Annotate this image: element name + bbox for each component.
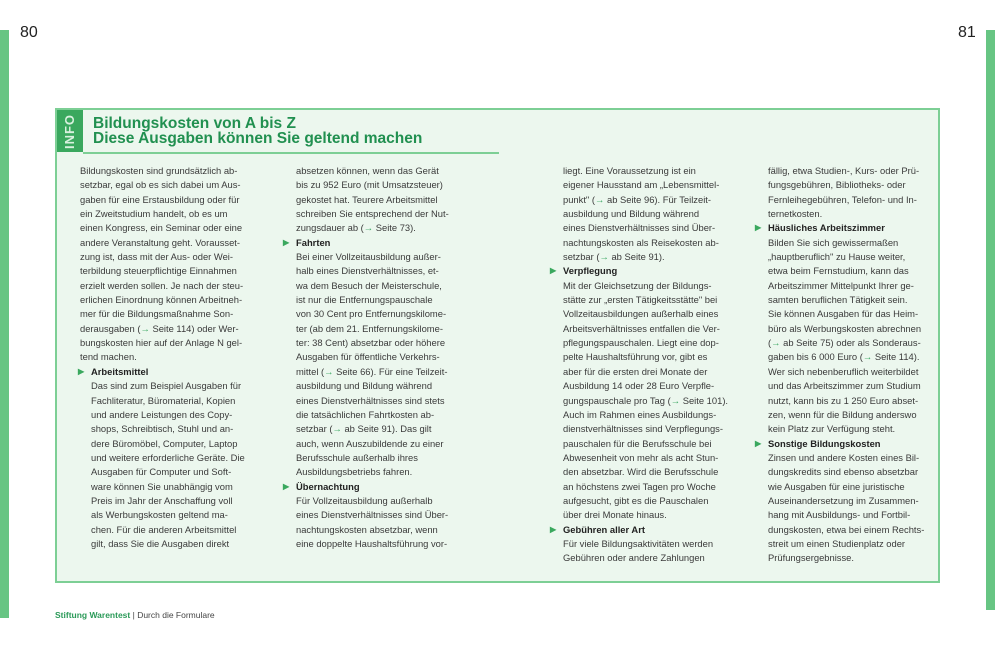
- text-line: und andere Leistungen des Copy-: [91, 408, 233, 420]
- text-line: Zinsen und andere Kosten eines Bil-: [768, 451, 920, 463]
- text-line: büro als Werbungskosten abrechnen: [768, 322, 922, 334]
- arrow-right-icon: →: [332, 423, 342, 435]
- text-line: pelte Haushaltsführung vor, gibt es: [563, 351, 708, 363]
- text-line: ware können Sie unabhängig vom: [91, 480, 233, 492]
- text-line: fällig, etwa Studien-, Kurs- oder Prü-: [768, 165, 920, 176]
- intro-paragraph: [80, 164, 270, 365]
- text-line: setzbar (→ ab Seite 91). Das gilt: [296, 423, 432, 435]
- text-line: tend machen.: [80, 351, 137, 363]
- arrow-right-icon: →: [771, 337, 781, 349]
- text-line: ternetkosten.: [768, 208, 823, 220]
- text-line: ter (ab dem 21. Entfernungskilome-: [296, 322, 443, 334]
- text-line: als Werbungskosten geltend ma-: [91, 509, 228, 521]
- text-line: eine doppelte Haushaltsführung vor-: [296, 537, 448, 549]
- footer-book-title: Durch die Formulare: [137, 610, 215, 620]
- continued-paragraph: [285, 164, 475, 236]
- heading-text: Verpflegung: [563, 265, 618, 277]
- text-line: Wer sich nebenberuflich weiterbildet: [768, 365, 919, 377]
- heading-text: Fahrten: [296, 236, 331, 248]
- arrow-right-icon: →: [599, 251, 609, 263]
- list-item: [285, 480, 475, 552]
- text-line: Abwesenheit von mehr als acht Stun-: [563, 451, 719, 463]
- text-line: eigener Hausstand am „Lebensmittel-: [563, 179, 720, 191]
- list-item: [757, 437, 947, 566]
- list-item-heading: [550, 264, 742, 278]
- text-line: gaben bis 6 000 Euro (→ Seite 114).: [768, 351, 920, 363]
- text-line: eines Dienstverhältnisses sind stets: [296, 394, 445, 406]
- triangle-bullet-icon: ▶: [78, 366, 85, 376]
- info-box-title: [93, 116, 422, 146]
- text-line: aufgesucht, gibt es die Pauschalen: [563, 494, 709, 506]
- text-line: Auch im Rahmen eines Ausbildungs-: [563, 408, 717, 420]
- text-line: gilt, dass Sie die Ausgaben direkt: [91, 537, 230, 549]
- right-page-edge-bar: [986, 30, 995, 610]
- triangle-bullet-icon: ▶: [755, 223, 762, 233]
- text-line: Ausgaben für Computer und Soft-: [91, 466, 232, 478]
- info-box-header: [83, 110, 499, 154]
- title-line-1: Bildungskosten von A bis Z: [93, 115, 296, 132]
- text-line: stätte zur „ersten Tätigkeitsstätte" bei: [563, 294, 718, 306]
- text-line: dienstverhältnisses sind Verpflegungs-: [563, 423, 723, 435]
- text-line: Vollzeitausbildungen außerhalb eines: [563, 308, 719, 320]
- right-page-number: 81: [958, 24, 976, 41]
- list-item-heading: [283, 236, 475, 250]
- text-line: setzbar, egal ob es sich dabei um Aus-: [80, 179, 241, 191]
- heading-text: Sonstige Bildungskosten: [768, 437, 881, 449]
- text-line: Mit der Gleichsetzung der Bildungs-: [563, 279, 712, 291]
- triangle-bullet-icon: ▶: [283, 237, 290, 247]
- text-line: absetzen können, wenn das Gerät: [296, 165, 439, 176]
- text-line: Für Vollzeitausbildung außerhalb: [296, 494, 433, 506]
- column-1: [80, 164, 270, 551]
- text-line: liegt. Eine Voraussetzung ist ein: [563, 165, 696, 176]
- heading-text: Übernachtung: [296, 480, 360, 492]
- text-line: Ausgaben für öffentliche Verkehrs-: [296, 351, 440, 363]
- triangle-bullet-icon: ▶: [755, 438, 762, 448]
- text-line: Fachliteratur, Büromaterial, Kopien: [91, 394, 236, 406]
- text-line: samten beruflichen Tätigkeit sein.: [768, 294, 908, 306]
- text-line: gaben für eine Erstausbildung oder für: [80, 193, 240, 205]
- column-2: [285, 164, 475, 551]
- triangle-bullet-icon: ▶: [550, 524, 557, 534]
- text-line: shops, Schreibtisch, Stuhl und an-: [91, 423, 234, 435]
- list-item: [757, 221, 947, 436]
- text-line: zung ist, dass mit der Aus- oder Wei-: [80, 251, 234, 263]
- text-line: ist nur die Entfernungspauschale: [296, 294, 433, 306]
- text-line: ausbildung und Bildung während: [296, 380, 433, 392]
- list-item-heading: [755, 437, 947, 451]
- text-line: erzielt werden sollen. Je nach der steu-: [80, 279, 244, 291]
- triangle-bullet-icon: ▶: [550, 266, 557, 276]
- text-line: Berufsschule außerhalb ihres: [296, 451, 418, 463]
- text-line: andere Veranstaltung geht. Vorausset-: [80, 236, 241, 248]
- text-line: derausgaben (→ Seite 114) oder Wer-: [80, 322, 239, 334]
- list-item: [80, 365, 270, 551]
- text-line: an höchstens zwei Tagen pro Woche: [563, 480, 716, 492]
- footer-brand: Stiftung Warentest: [55, 610, 131, 620]
- arrow-right-icon: →: [670, 394, 681, 406]
- text-line: die tatsächlichen Fahrtkosten ab-: [296, 408, 435, 420]
- text-line: streit um einen Studienplatz oder: [768, 537, 906, 549]
- title-line-2: Diese Ausgaben können Sie geltend machen: [93, 130, 423, 147]
- text-line: und das Arbeitszimmer zum Studium: [768, 380, 921, 392]
- text-line: gungspauschale pro Tag (→ Seite 101).: [563, 394, 729, 406]
- text-line: zungsdauer ab (→ Seite 73).: [296, 222, 416, 234]
- text-line: über drei Monate hinaus.: [563, 509, 667, 521]
- text-line: zen, wenn für die Bildung anderswo: [768, 408, 917, 420]
- list-item: [552, 523, 742, 566]
- continued-paragraph: [757, 164, 947, 221]
- left-page-number: 80: [20, 24, 38, 41]
- text-line: nachtungskosten als Reisekosten ab-: [563, 236, 719, 248]
- arrow-right-icon: →: [595, 193, 605, 205]
- heading-text: Gebühren aller Art: [563, 523, 645, 535]
- text-line: pauschalen für die Berufsschule bei: [563, 437, 712, 449]
- text-line: ter: 38 Cent) absetzbar oder höhere: [296, 337, 446, 349]
- text-line: Ausbildungsbetriebs fahren.: [296, 466, 413, 478]
- text-line: Prüfungsergebnisse.: [768, 552, 854, 564]
- page-footer: [55, 610, 215, 620]
- list-item: [285, 236, 475, 480]
- text-line: bis zu 952 Euro (mit Umsatzsteuer): [296, 179, 443, 191]
- text-line: eines Dienstverhältnisses sind Über-: [296, 509, 449, 521]
- text-line: etwa beim Fernstudium, kann das: [768, 265, 909, 277]
- text-line: ausbildung und Bildung während: [563, 208, 700, 220]
- text-line: von 30 Cent pro Entfernungskilome-: [296, 308, 447, 320]
- heading-text: Arbeitsmittel: [91, 365, 149, 377]
- text-line: „hauptberuflich" zu Hause weiter,: [768, 251, 906, 263]
- text-line: wa dem Besuch der Meisterschule,: [296, 279, 442, 291]
- left-page-edge-bar: [0, 30, 9, 618]
- text-line: kein Platz zur Verfügung steht.: [768, 423, 896, 435]
- text-line: Für viele Bildungsaktivitäten werden: [563, 537, 714, 549]
- text-line: aber für die ersten drei Monate der: [563, 365, 708, 377]
- column-3: [552, 164, 742, 566]
- text-line: Arbeitsverhältnisses entfallen die Ver-: [563, 322, 720, 334]
- info-tag: [57, 110, 83, 152]
- text-line: schreiben Sie entsprechend der Nut-: [296, 208, 449, 220]
- text-line: Arbeitszimmer Mittelpunkt Ihrer ge-: [768, 279, 914, 291]
- text-line: mittel (→ Seite 66). Für eine Teilzeit-: [296, 365, 448, 377]
- text-line: Bei einer Vollzeitausbildung außer-: [296, 251, 441, 263]
- text-line: eines Dienstverhältnisses sind Über-: [563, 222, 716, 234]
- text-line: pflegungspauschalen. Liegt eine dop-: [563, 337, 719, 349]
- footer-separator: |: [130, 610, 138, 620]
- arrow-right-icon: →: [363, 222, 374, 234]
- text-line: ein Zweitstudium handelt, ob es um: [80, 208, 228, 220]
- text-line: gekostet hat. Teurere Arbeitsmittel: [296, 193, 438, 205]
- list-item-heading: [283, 480, 475, 494]
- text-line: Bilden Sie sich gewissermaßen: [768, 236, 899, 248]
- heading-text: Häusliches Arbeitszimmer: [768, 222, 885, 234]
- text-line: Fernleihegebühren, Telefon- und In-: [768, 193, 917, 205]
- text-line: hang mit Ausbildungs- und Fortbil-: [768, 509, 911, 521]
- text-line: dere Büromöbel, Computer, Laptop: [91, 437, 238, 449]
- text-line: mer für die Bildungsmaßnahme Son-: [80, 308, 234, 320]
- text-line: Preis im Jahr der Anschaffung voll: [91, 494, 233, 506]
- text-line: (→ ab Seite 75) oder als Sonderaus-: [768, 337, 921, 349]
- text-line: auch, wenn Auszubildende zu einer: [296, 437, 444, 449]
- text-line: halb eines Dienstverhältnisses, et-: [296, 265, 439, 277]
- text-line: fungsgebühren, Bibliotheks- oder: [768, 179, 906, 191]
- text-line: Bildungskosten sind grundsätzlich ab-: [80, 165, 238, 176]
- text-line: setzbar (→ ab Seite 91).: [563, 251, 665, 263]
- text-line: Ausbildung 14 oder 28 Euro Verpfle-: [563, 380, 715, 392]
- text-line: terbildung steuerpflichtige Einnahmen: [80, 265, 237, 277]
- text-line: punkt" (→ ab Seite 96). Für Teilzeit-: [563, 193, 712, 205]
- continued-paragraph: [552, 164, 742, 264]
- text-line: erlichen Einordnung können Arbeitneh-: [80, 294, 243, 306]
- arrow-right-icon: →: [324, 365, 334, 377]
- list-item: [552, 264, 742, 522]
- text-line: nutzt, kann bis zu 1 250 Euro abset-: [768, 394, 919, 406]
- column-4: [757, 164, 947, 566]
- text-line: einen Kongress, ein Seminar oder eine: [80, 222, 243, 234]
- text-line: und weitere erforderliche Geräte. Die: [91, 451, 245, 463]
- text-line: Sie können Ausgaben für das Heim-: [768, 308, 919, 320]
- arrow-right-icon: →: [140, 322, 150, 334]
- text-line: Auseinandersetzung im Zusammen-: [768, 494, 919, 506]
- text-line: Gebühren oder andere Zahlungen: [563, 552, 705, 564]
- text-line: chen. Für die anderen Arbeitsmittel: [91, 523, 237, 535]
- text-line: nachtungskosten absetzbar, wenn: [296, 523, 438, 535]
- text-line: Das sind zum Beispiel Ausgaben für: [91, 380, 242, 392]
- triangle-bullet-icon: ▶: [283, 481, 290, 491]
- list-item-heading: [550, 523, 742, 537]
- text-line: wie Ausgaben für eine juristische: [768, 480, 905, 492]
- list-item-heading: [78, 365, 270, 379]
- text-line: dungskosten, etwa bei einem Rechts-: [768, 523, 925, 535]
- info-tag-label: INFO: [62, 113, 78, 149]
- arrow-right-icon: →: [862, 351, 873, 363]
- info-box: [55, 108, 940, 583]
- text-line: dungskredits sind ebenso absetzbar: [768, 466, 919, 478]
- list-item-heading: [755, 221, 947, 235]
- text-line: bungskosten hier auf der Anlage N gel-: [80, 337, 243, 349]
- text-line: den absetzbar. Wird die Berufsschule: [563, 466, 719, 478]
